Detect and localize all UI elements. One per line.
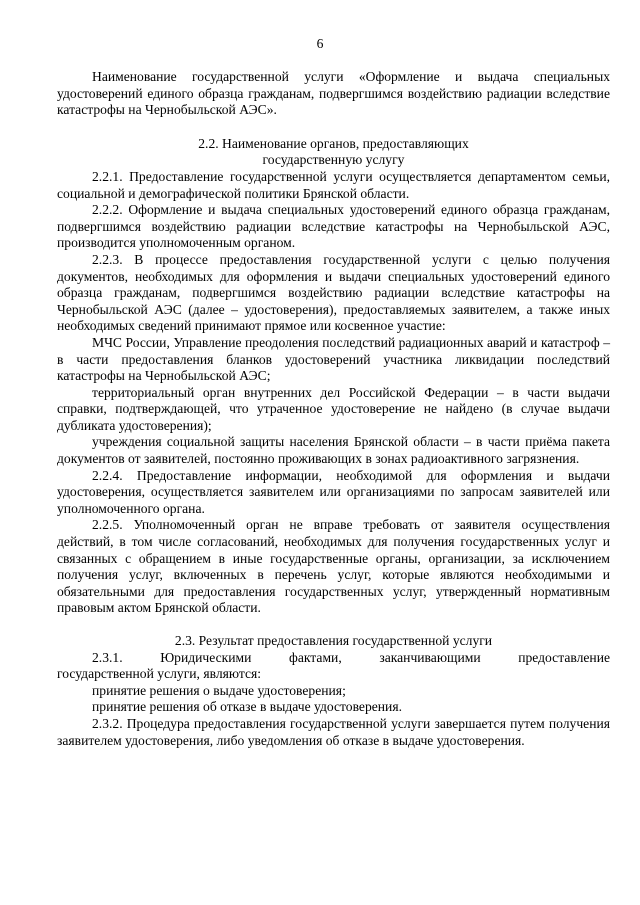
page-number: 6 [316,36,324,51]
paragraph-2-2-1: 2.2.1. Предоставление государственной услуги осуществляется департаментом семьи, социальной и демографической политики Брянской области. [57,168,610,201]
list-item-decision-refusal: принятие решения об отказе в выдаче удостоверения. [92,699,402,715]
paragraph-2-3-2: 2.3.2. Процедура предоставления государственной услуги завершается путем получения заявителем удостоверения, либо уведомления об отказе в выдаче удостоверения. [57,715,610,748]
list-item-mvd: территориальный орган внутренних дел Российской Федерации – в части выдачи справки, подтверждающей, что утраченное удостоверение не найдено (в случае выдачи дубликата удостоверения); [57,384,610,433]
paragraph-2-2-5: 2.2.5. Уполномоченный орган не вправе требовать от заявителя осуществления действий, в том числе согласований, необходимых для получения государственных услуг и связанных с обращением в иные государственные органы, организации, за исключением получения услуг, включенных в перечень услуг, которые являются необходимыми и обязательными для предоставления государственных услуг, утвержденный нормативным правовым актом Брянской области. [57,517,610,616]
section-2-2-heading-line2: государственную услугу [262,152,405,168]
paragraph-2-2-2: 2.2.2. Оформление и выдача специальных удостоверений единого образца гражданам, подвергшимся воздействию радиации вследствие катастрофы на Чернобыльской АЭС, производится уполномоченным органом. [57,202,610,251]
list-item-mchs: МЧС России, Управление преодоления последствий радиационных аварий и катастроф – в части предоставления бланков удостоверений участника ликвидации последствий катастрофы на Чернобыльской АЭС; [57,334,610,384]
paragraph-2-3-1: 2.3.1. Юридическими фактами, заканчивающими предоставление государственной услуги, являются: [57,649,614,682]
list-item-decision-issue: принятие решения о выдаче удостоверения; [92,682,346,698]
paragraph-2-2-4: 2.2.4. Предоставление информации, необходимой для оформления и выдачи удостоверения, осуществляется заявителем или организациями по запросам заявителей или уполномоченного органа. [57,467,610,516]
paragraph-2-2-3: 2.2.3. В процессе предоставления государственной услуги с целью получения документов, необходимых для оформления и выдачи специальных удостоверений единого образца гражданам, подвергшимся воздействию радиации вследствие катастрофы на Чернобыльской АЭС (далее – удостоверения), предоставляемых заявителем, а также иных необходимых сведений принимают прямое или косвенное участие: [57,251,610,334]
service-name-paragraph: Наименование государственной услуги «Оформление и выдача специальных удостоверений единого образца гражданам, подвергшимся воздействию радиации вследствие катастрофы на Чернобыльской АЭС». [57,69,610,118]
section-2-3-heading: 2.3. Результат предоставления государственной услуги [174,633,493,648]
list-item-uszn: учреждения социальной защиты населения Брянской области – в части приёма пакета документов от заявителей, постоянно проживающих в зонах радиоактивного загрязнения. [57,434,610,467]
document-body [57,69,614,749]
section-2-2-heading-line1: 2.2. Наименование органов, предоставляющих [198,135,469,151]
